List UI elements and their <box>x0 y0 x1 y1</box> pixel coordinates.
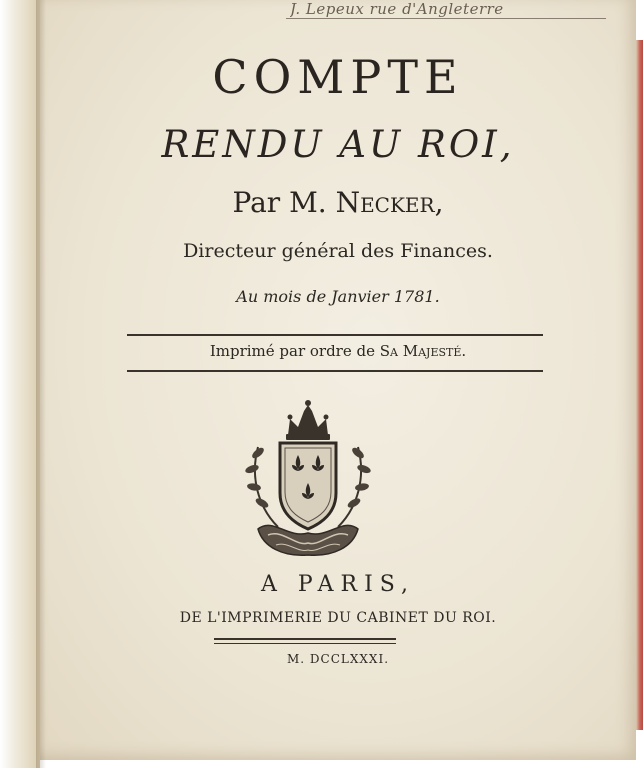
author-prefix: Par M. <box>232 186 327 219</box>
imprint-city: A PARIS, <box>260 572 416 597</box>
page-gutter-shadow <box>36 0 46 768</box>
title-line-1: COMPTE <box>212 50 464 104</box>
royal-arms-vignette-icon <box>228 397 388 563</box>
imprint-rule-top <box>214 638 396 640</box>
title-line-2: RENDU AU ROI, <box>161 123 515 166</box>
imprint-publisher: DE L'IMPRIMERIE DU CABINET DU ROI. <box>179 610 497 626</box>
red-page-edge <box>636 40 643 730</box>
printed-by-prefix: Imprimé par ordre de <box>209 342 375 360</box>
publication-date: Au mois de Janvier 1781. <box>236 287 440 306</box>
author-line <box>40 186 636 219</box>
printed-by-line <box>40 342 636 360</box>
author-name: Necker, <box>335 186 444 219</box>
top-rule <box>127 334 543 336</box>
bottom-rule <box>127 370 543 372</box>
author-position: Directeur général des Finances. <box>183 240 493 262</box>
title-page <box>40 0 636 760</box>
imprint-rule-bottom <box>214 643 396 644</box>
inscription-underline <box>286 18 606 19</box>
imprint-year: M. DCCLXXXI. <box>286 652 390 666</box>
handwritten-inscription: J. Lepeux rue d'Angleterre <box>290 0 504 18</box>
printed-by-authority: Sa Majesté. <box>379 342 467 360</box>
book-binding-edge <box>0 0 40 768</box>
